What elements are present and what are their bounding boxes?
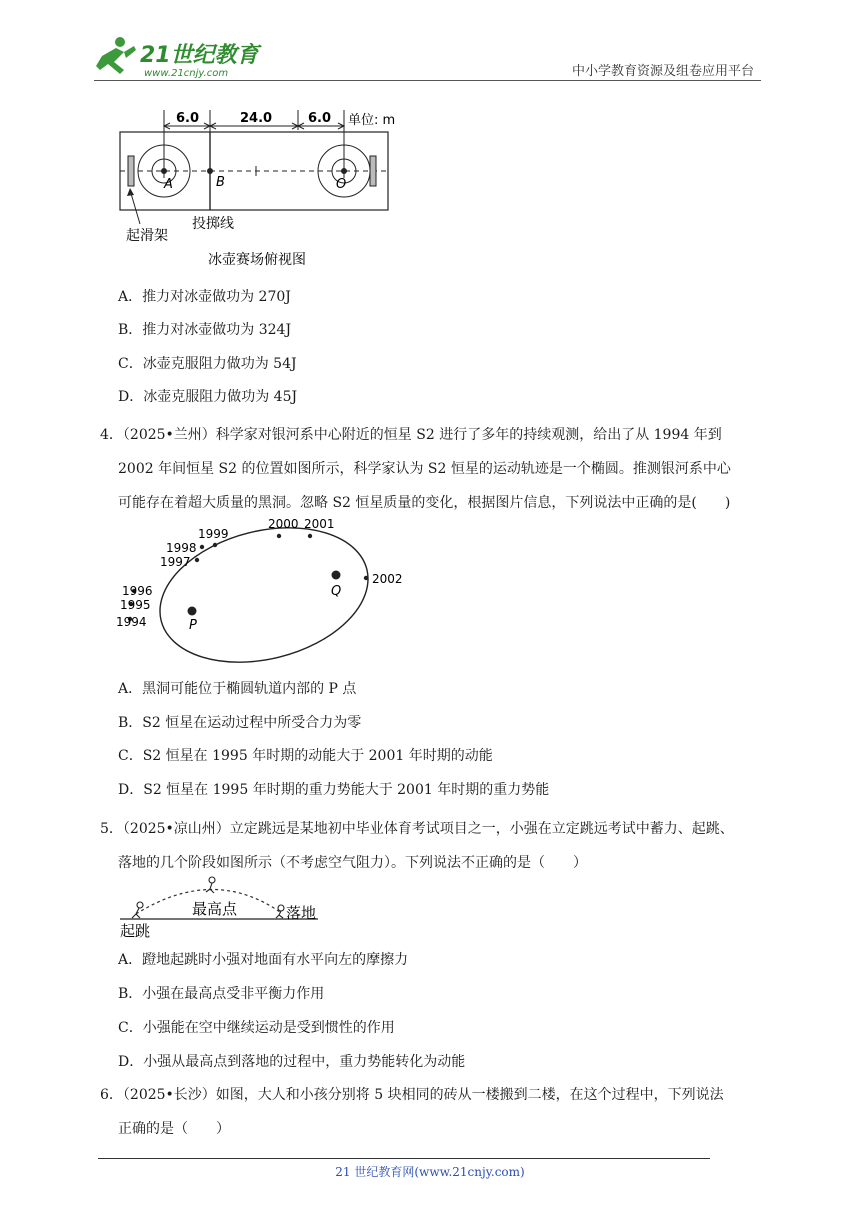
q5-stem-line-2: 落地的几个阶段如图所示（不考虑空气阻力）。下列说法不正确的是（ ） xyxy=(118,855,587,871)
question-5 xyxy=(100,812,765,880)
q6-stem-line-1: 6．（2025•长沙）如图，大人和小孩分别将 5 块相同的砖从一楼搬到二楼，在这个过程中，下列说法 xyxy=(100,1087,724,1103)
year-1998: 1998 xyxy=(166,541,197,555)
site-logo xyxy=(94,34,264,80)
footer-divider xyxy=(98,1158,710,1159)
question-4 xyxy=(100,418,765,520)
point-q: Q xyxy=(331,584,342,599)
q5-option-b: B．小强在最高点受非平衡力作用 xyxy=(118,986,325,1002)
year-2000: 2000 xyxy=(268,517,299,531)
point-p: P xyxy=(189,618,197,633)
figure-caption: 冰壶赛场俯视图 xyxy=(208,252,306,268)
platform-name: 中小学教育资源及组卷应用平台 xyxy=(571,64,754,79)
year-2002: 2002 xyxy=(372,572,403,586)
jumper-land-icon xyxy=(276,905,284,918)
q4-option-c: C．S2 恒星在 1995 年时期的动能大于 2001 年时期的动能 xyxy=(118,748,493,764)
q5-option-c: C．小强能在空中继续运动是受到惯性的作用 xyxy=(118,1020,395,1036)
runner-icon xyxy=(96,37,136,74)
year-1995: 1995 xyxy=(120,598,151,612)
question-6 xyxy=(100,1078,765,1146)
dim-2: 24.0 xyxy=(240,111,273,126)
point-o: O xyxy=(336,177,347,192)
q4-stem-line-1: 4．（2025•兰州）科学家对银河系中心附近的恒星 S2 进行了多年的持续观测，给出了从 1994 年到 xyxy=(100,427,722,443)
unit-label: 单位: m xyxy=(348,113,396,128)
q6-stem-line-2: 正确的是（ ） xyxy=(118,1121,230,1137)
q3-option-b: B．推力对冰壶做功为 324J xyxy=(118,322,292,338)
year-1999: 1999 xyxy=(198,527,229,541)
q5-option-a: A．蹬地起跳时小强对地面有水平向左的摩擦力 xyxy=(118,952,409,968)
q4-option-a: A．黑洞可能位于椭圆轨道内部的 P 点 xyxy=(118,681,357,697)
dim-3: 6.0 xyxy=(308,111,332,126)
q3-option-d: D．冰壶克服阻力做功为 45J xyxy=(118,389,298,405)
q5-option-d: D．小强从最高点到落地的过程中，重力势能转化为动能 xyxy=(118,1054,466,1070)
q5-stem-line-1: 5．（2025•凉山州）立定跳远是某地初中毕业体育考试项目之一，小强在立定跳远考试中蓄力、起跳、 xyxy=(100,821,734,837)
label-land: 落地 xyxy=(286,904,317,922)
s2-orbit-figure xyxy=(114,514,414,670)
footer-link[interactable]: 21 世纪教育网(www.21cnjy.com) xyxy=(335,1165,525,1179)
logo-text: 21世纪教育 xyxy=(140,43,259,68)
dim-1: 6.0 xyxy=(176,111,200,126)
label-start: 起跳 xyxy=(120,922,151,938)
q3-option-a: A．推力对冰壶做功为 270J xyxy=(118,289,291,305)
label-top: 最高点 xyxy=(192,900,238,918)
jumper-top-icon xyxy=(206,877,215,893)
curling-rink-figure xyxy=(118,100,418,272)
year-2001: 2001 xyxy=(304,517,335,531)
q4-option-d: D．S2 恒星在 1995 年时期的重力势能大于 2001 年时期的重力势能 xyxy=(118,782,550,798)
q3-option-c: C．冰壶克服阻力做功为 54J xyxy=(118,356,297,372)
standing-jump-figure xyxy=(118,872,328,938)
q4-stem-line-2: 2002 年间恒星 S2 的位置如图所示，科学家认为 S2 恒星的运动轨迹是一个椭圆。推测银河系中心 xyxy=(118,461,731,477)
year-1997: 1997 xyxy=(160,555,191,569)
q4-stem-line-3: 可能存在着超大质量的黑洞。忽略 S2 恒星质量的变化，根据图片信息，下列说法中正确的是( ) xyxy=(118,495,731,511)
logo-url: www.21cnjy.com xyxy=(144,68,229,79)
label-throw-line: 投掷线 xyxy=(192,216,234,232)
q4-option-b: B．S2 恒星在运动过程中所受合力为零 xyxy=(118,715,362,731)
label-slider: 起滑架 xyxy=(126,228,168,244)
year-1996: 1996 xyxy=(122,584,153,598)
year-1994: 1994 xyxy=(116,615,147,629)
header-divider xyxy=(94,80,761,81)
point-a: A xyxy=(164,177,173,192)
jumper-start-icon xyxy=(132,902,143,918)
point-b: B xyxy=(216,175,225,190)
